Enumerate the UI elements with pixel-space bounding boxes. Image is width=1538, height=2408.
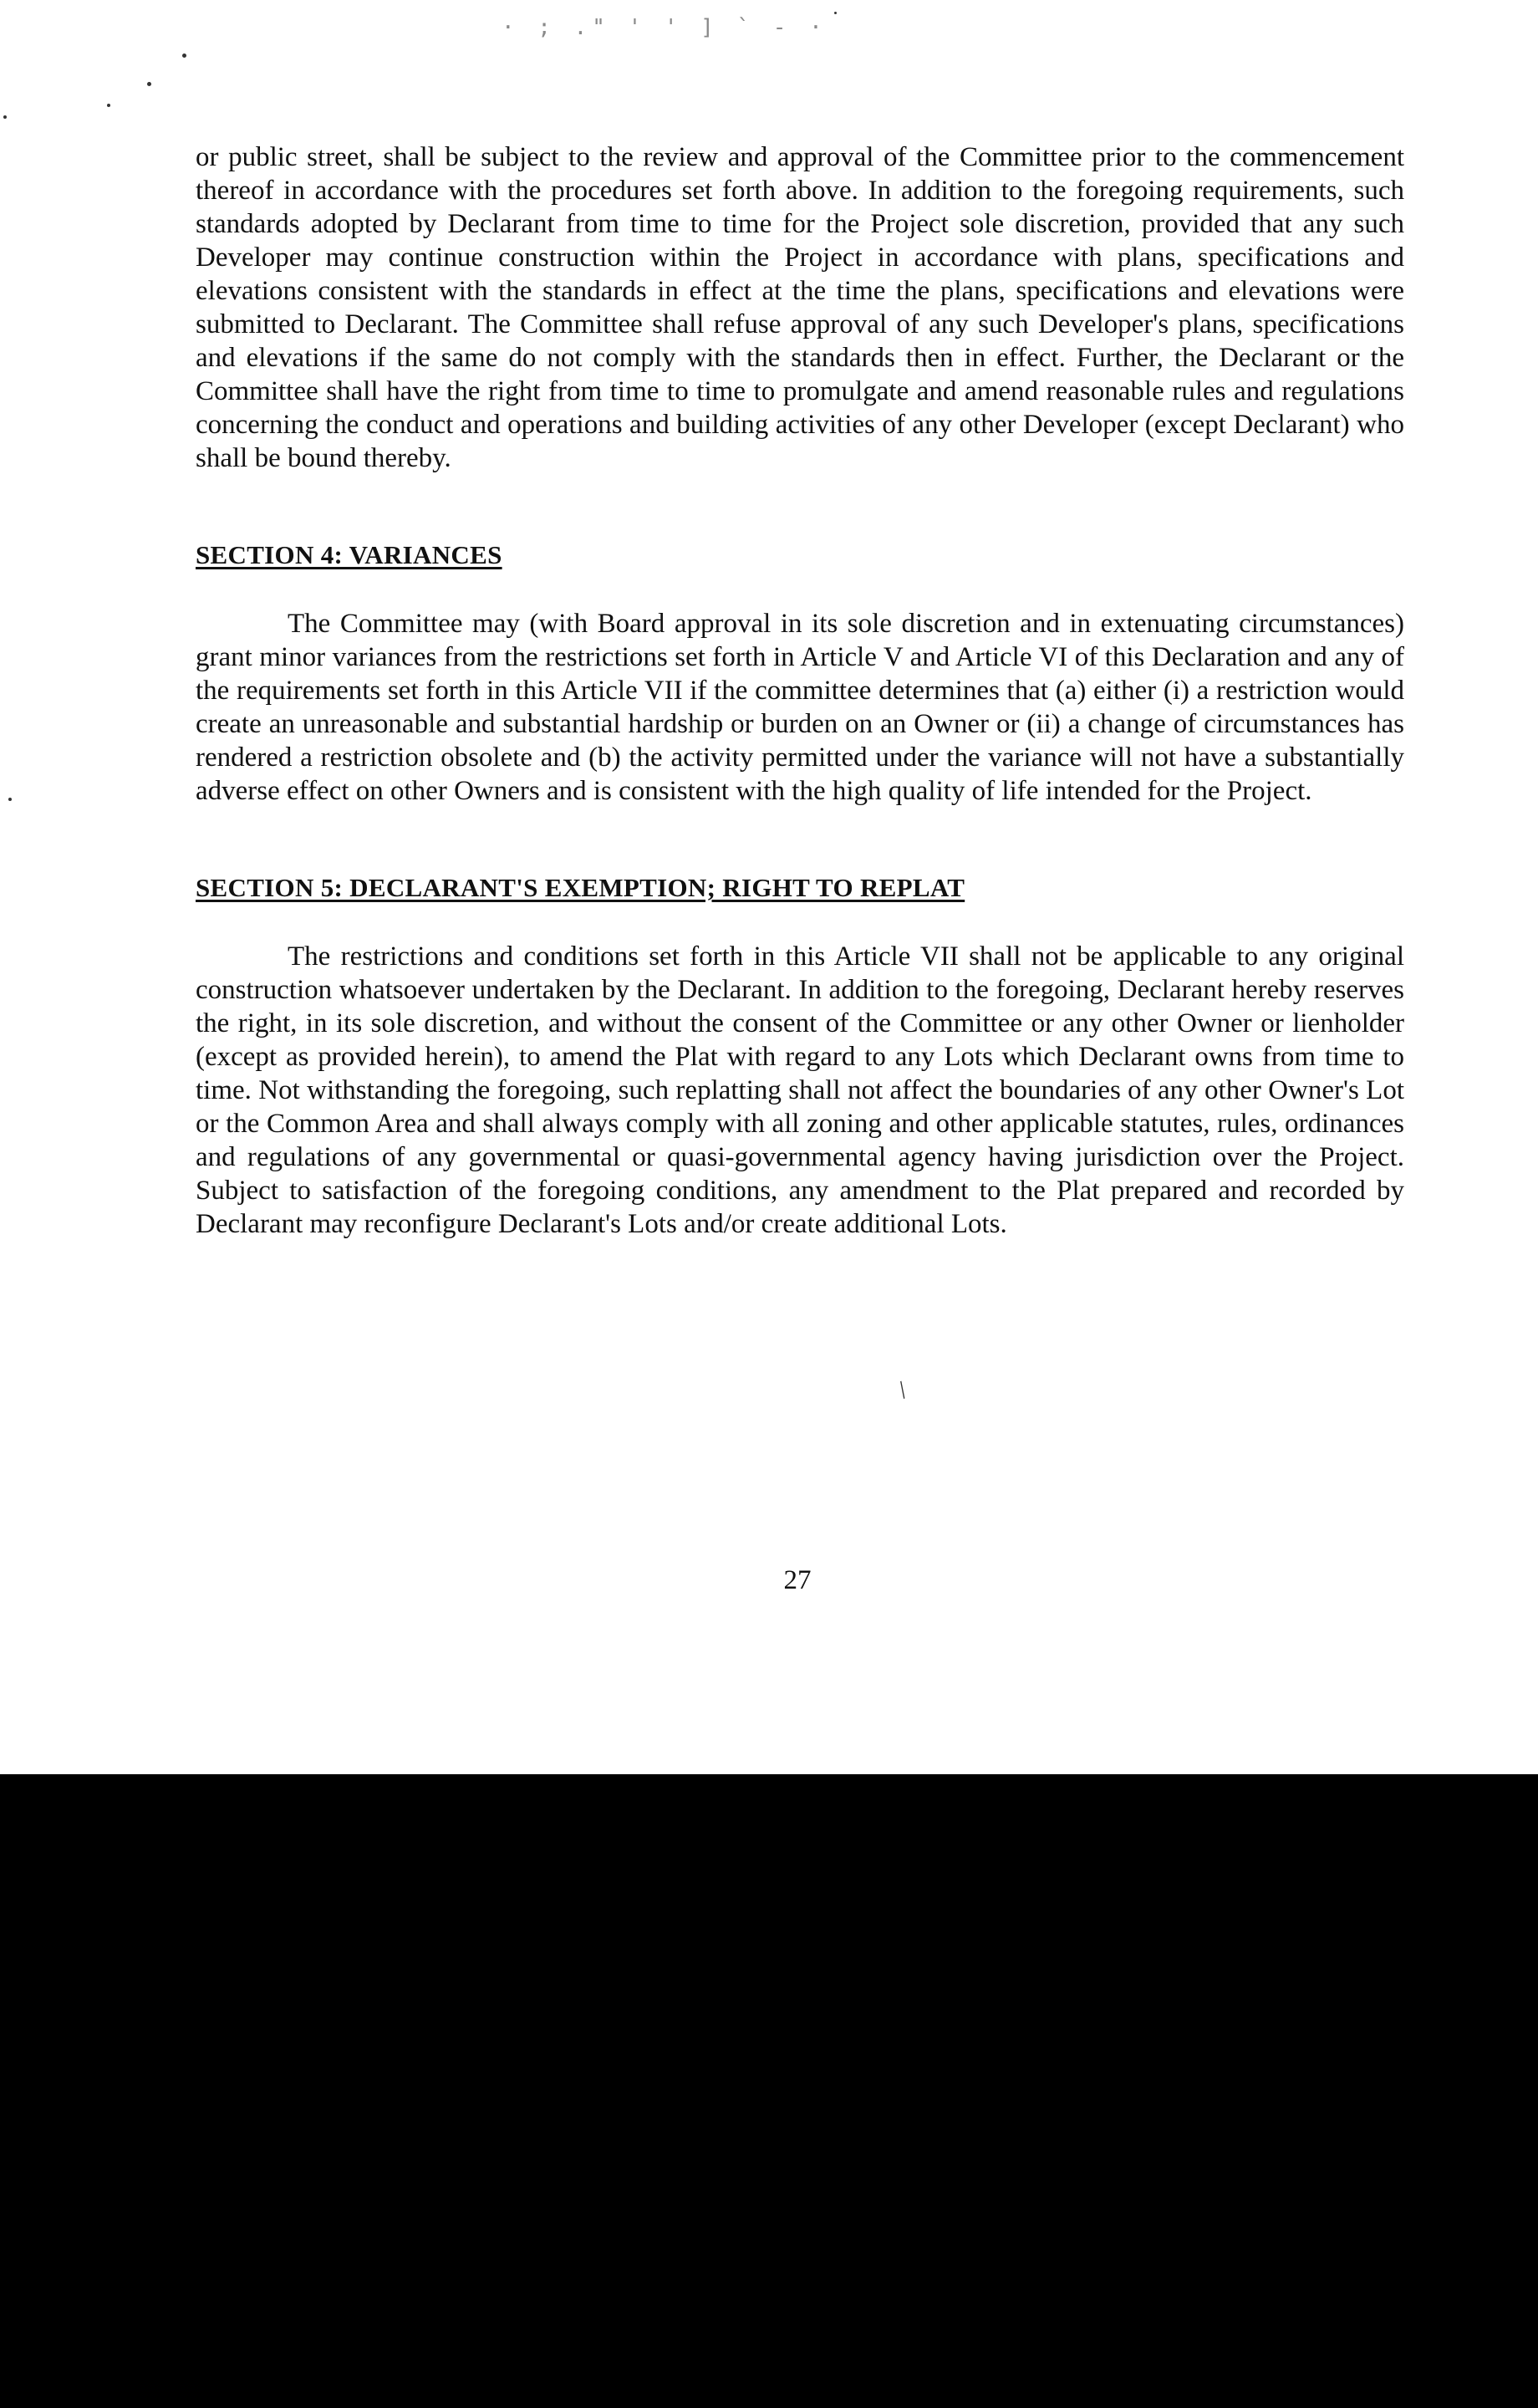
intro-paragraph: or public street, shall be subject to the review and approval of the Committee prior to the commencement thereof in accordance with the procedures set forth above. In addition to the foregoing requirements, such standards adopted by Declarant from time to time for the Project sole discretion, provided that any such Developer may continue construction within the Project in accordance with plans, specifications and elevations consistent with the standards in effect at the time the plans, specifications and elevations were submitted to Declarant. The Committee shall refuse approval of any such Developer's plans, specifications and elevations if the same do not comply with the standards then in effect. Further, the Declarant or the Committee shall have the right from time to time to promulgate and amend reasonable rules and regulations concerning the conduct and operations and building activities of any other Developer (except Declarant) who shall be bound thereby. xyxy=(196,142,1404,473)
pen-tick-mark: / xyxy=(893,1376,913,1404)
scan-speck xyxy=(8,798,12,801)
section-4-heading: SECTION 4: VARIANCES xyxy=(196,540,502,569)
scan-speck xyxy=(3,115,7,119)
scan-speck xyxy=(834,12,837,14)
scan-speck xyxy=(147,82,151,86)
section-5-paragraph: The restrictions and conditions set forth in this Article VII shall not be applicable to any original construction whatsoever undertaken by the Declarant. In addition to the foregoing, Declarant hereby reserves the right, in its sole discretion, and without the consent of the Committee or any other Owner or lienholder (except as provided herein), to amend the Plat with regard to any Lots which Declarant owns from time to time. Not withstanding the foregoing, such replatting shall not affect the boundaries of any other Owner's Lot or the Common Area and shall always comply with all zoning and other applicable statutes, rules, ordinances and regulations of any governmental or quasi-governmental agency having jurisdiction over the Project. Subject to satisfaction of the foregoing conditions, any amendment to the Plat prepared and recorded by Declarant may reconfigure Declarant's Lots and/or create additional Lots. xyxy=(196,941,1404,1239)
section-4-paragraph: The Committee may (with Board approval in its sole discretion and in extenuating circumstances) grant minor variances from the restrictions set forth in Article V and Article VI of this Declaration and any of the requirements set forth in this Article VII if the committee determines that (a) either (i) a restriction would create an unreasonable and substantial hardship or burden on an Owner or (ii) a change of circumstances has rendered a restriction obsolete and (b) the activity permitted under the variance will not have a substantially adverse effect on other Owners and is consistent with the high quality of life intended for the Project. xyxy=(196,609,1404,806)
scan-speck xyxy=(107,104,110,107)
section-5-heading: SECTION 5: DECLARANT'S EXEMPTION; RIGHT TO REPLAT xyxy=(196,873,965,902)
scan-header-mark: · ; ." ' ' ] ` - · xyxy=(502,15,828,40)
scan-speck xyxy=(182,54,186,58)
document-body xyxy=(196,140,1404,1241)
scan-black-margin xyxy=(0,1774,1538,2408)
page-number: 27 xyxy=(783,1565,812,1595)
